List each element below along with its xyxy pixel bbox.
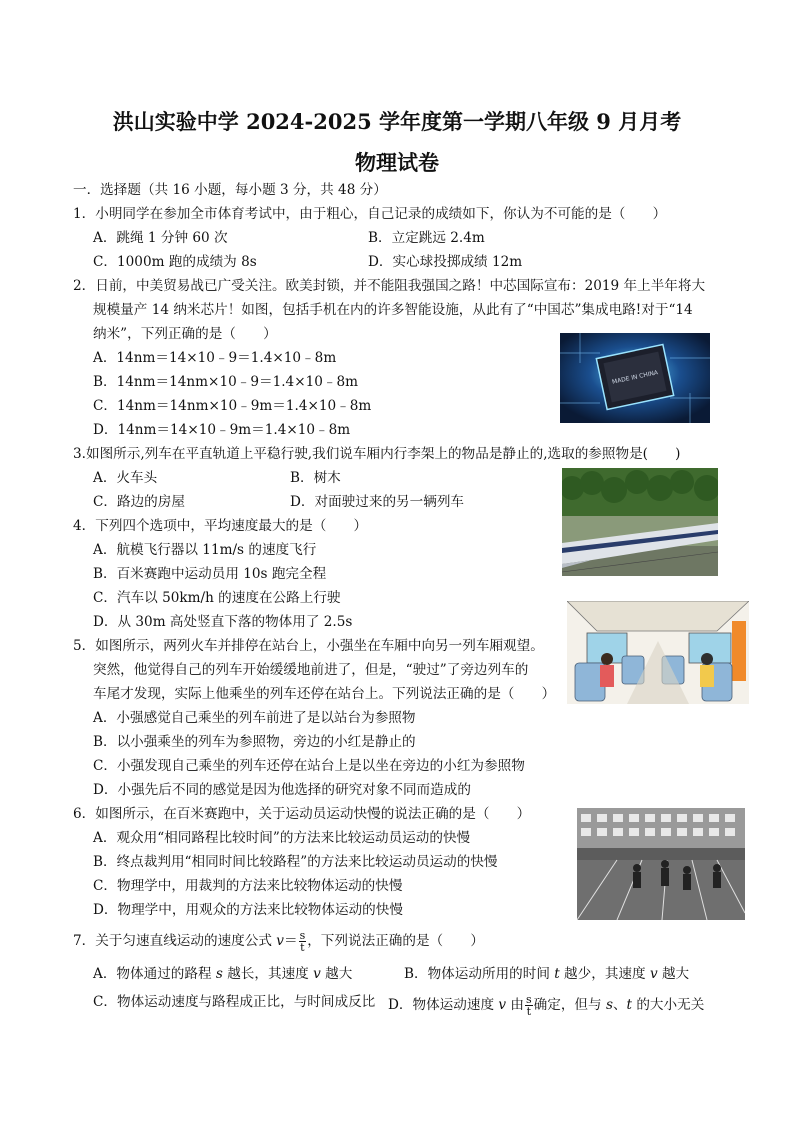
q7-frac-den: t <box>300 941 305 954</box>
q4-stem: 4．下列四个选项中，平均速度最大的是（ ） <box>73 518 368 534</box>
q7-a-v: v <box>313 966 321 982</box>
q2-option-b: B．14nm＝14nm×10﻿﹣9＝1.4×10﻿﹣8m <box>93 374 359 390</box>
q7-a-mid: 越长，其速度 <box>222 966 314 982</box>
q7-a-post: 越大 <box>320 966 353 982</box>
q2-stem-line3: 纳米”，下列正确的是（ ） <box>93 326 277 342</box>
q7-b-t: t <box>554 966 560 982</box>
q5-option-b: B．以小强乘坐的列车为参照物，旁边的小红是静止的 <box>93 734 416 750</box>
q1-stem: 1．小明同学在参加全市体育考试中，由于粗心，自己记录的成绩如下，你认为不可能的是（ ） <box>73 206 667 222</box>
q7-option-a <box>93 966 352 982</box>
q7-symbol-v: v <box>276 933 284 949</box>
q3-option-c: C．路边的房屋 <box>93 494 185 510</box>
q2-option-c: C．14nm＝14nm×10﻿﹣9m＝1.4×10﻿﹣8m <box>93 398 372 414</box>
q5-stem-line3: 车尾才发现，实际上他乘坐的列车还停在站台上。下列说法正确的是（ ） <box>93 686 556 702</box>
q6-option-b: B．终点裁判用“相同时间比较路程”的方法来比较运动员运动的快慢 <box>93 854 498 870</box>
q7-d-mid: 由 <box>506 997 524 1013</box>
q5-stem-line1: 5．如图所示，两列火车并排停在站台上，小强坐在车厢中向另一列车厢观望。 <box>73 638 544 654</box>
q1-option-b: B．立定跳远 2.4m <box>368 230 485 246</box>
q5-option-d: D．小强先后不同的感觉是因为他选择的研究对象不同而造成的 <box>93 782 471 798</box>
q7-stem-post: ，下列说法正确的是（ ） <box>307 933 484 949</box>
q2-option-a: A．14nm＝14×10﻿﹣9＝1.4×10﻿﹣8m <box>93 350 337 366</box>
q7-b-pre: B．物体运动所用的时间 <box>404 966 555 982</box>
q3-option-a: A．火车头 <box>93 470 158 486</box>
q7-frac-num: s <box>299 929 306 942</box>
chip-label: MADE IN CHINA <box>611 369 659 386</box>
q4-option-c: C．汽车以 50km/h 的速度在公路上行驶 <box>93 590 341 606</box>
q6-option-d: D．物理学中，用观众的方法来比较物体运动的快慢 <box>93 902 403 918</box>
q7-option-d <box>388 994 704 1017</box>
q7-fraction <box>299 930 307 953</box>
q7-option-c: C．物体运动速度与路程成正比，与时间成反比 <box>93 994 376 1010</box>
race-image <box>577 808 745 920</box>
q1-option-a: A．跳绳 1 分钟 60 次 <box>93 230 228 246</box>
q3-option-b: B．树木 <box>290 470 341 486</box>
q7-d-fraction <box>525 994 533 1017</box>
q7-stem-pre: 7．关于匀速直线运动的速度公式 <box>73 933 277 949</box>
q7-equals: ＝ <box>283 933 298 949</box>
q7-d-t: t <box>626 997 632 1013</box>
q7-d-frac-num: s <box>526 993 532 1006</box>
q5-stem-line2: 突然，他觉得自己的列车开始缓缓地前进了，但是，“驶过”了旁边列车的 <box>93 662 529 678</box>
chip-image <box>560 333 710 423</box>
q5-option-c: C．小强发现自己乘坐的列车还停在站台上是以坐在旁边的小红为参照物 <box>93 758 525 774</box>
train-interior-image <box>567 601 749 704</box>
q7-d-v: v <box>498 997 507 1013</box>
exam-title: 洪山实验中学 2024-2025 学年度第一学期八年级 9 月月考 <box>112 109 682 134</box>
exam-subtitle: 物理试卷 <box>355 150 439 175</box>
q4-option-a: A．航模飞行器以 11m/s 的速度飞行 <box>93 542 317 558</box>
q7-option-b <box>404 966 689 982</box>
q4-option-b: B．百米赛跑中运动员用 10s 跑完全程 <box>93 566 327 582</box>
q6-option-a: A．观众用“相同路程比较时间”的方法来比较运动员运动的快慢 <box>93 830 471 846</box>
q2-option-d: D．14nm＝14×10﻿﹣9m＝1.4×10﻿﹣8m <box>93 422 351 438</box>
q1-option-c: C．1000m 跑的成绩为 8s <box>93 254 257 270</box>
q7-d-frac-den: t <box>526 1005 532 1018</box>
q7-d-pre: D．物体运动速度 <box>388 997 499 1013</box>
q4-option-d: D．从 30m 高处竖直下落的物体用了 2.5s <box>93 614 353 630</box>
q3-option-d: D．对面驶过来的另一辆列车 <box>290 494 465 510</box>
q2-stem-line2: 规模量产 14 纳米芯片！如图，包括手机在内的许多智能设施，从此有了“中国芯”集成电路!对于“14 <box>93 302 693 318</box>
q7-b-post: 越大 <box>657 966 690 982</box>
q7-d-sep: 、 <box>612 997 627 1013</box>
q7-stem <box>73 930 484 953</box>
q7-b-mid: 越少，其速度 <box>559 966 650 982</box>
q1-option-d: D．实心球投掷成绩 12m <box>368 254 523 270</box>
q7-d-s: s <box>605 997 613 1013</box>
section-heading: 一．选择题（共 16 小题，每小题 3 分，共 48 分） <box>73 182 387 198</box>
q6-option-c: C．物理学中，用裁判的方法来比较物体运动的快慢 <box>93 878 403 894</box>
q7-b-v: v <box>649 966 658 982</box>
q7-d-end: 的大小无关 <box>632 997 705 1013</box>
q5-option-a: A．小强感觉自己乘坐的列车前进了是以站台为参照物 <box>93 710 416 726</box>
q7-a-pre: A．物体通过的路程 <box>93 966 216 982</box>
train-image <box>562 468 718 576</box>
q2-stem-line1: 2．日前，中美贸易战已广受关注。欧美封锁，并不能阻我强国之路！中芯国际宣布：2019 年上半年将大 <box>73 278 706 294</box>
q3-stem: 3.如图所示,列车在平直轨道上平稳行驶,我们说车厢内行李架上的物品是静止的,选取的参照物是( ) <box>73 446 681 462</box>
q7-a-s: s <box>215 966 223 982</box>
q7-d-post: 确定，但与 <box>533 997 606 1013</box>
q6-stem: 6．如图所示，在百米赛跑中，关于运动员运动快慢的说法正确的是（ ） <box>73 806 531 822</box>
